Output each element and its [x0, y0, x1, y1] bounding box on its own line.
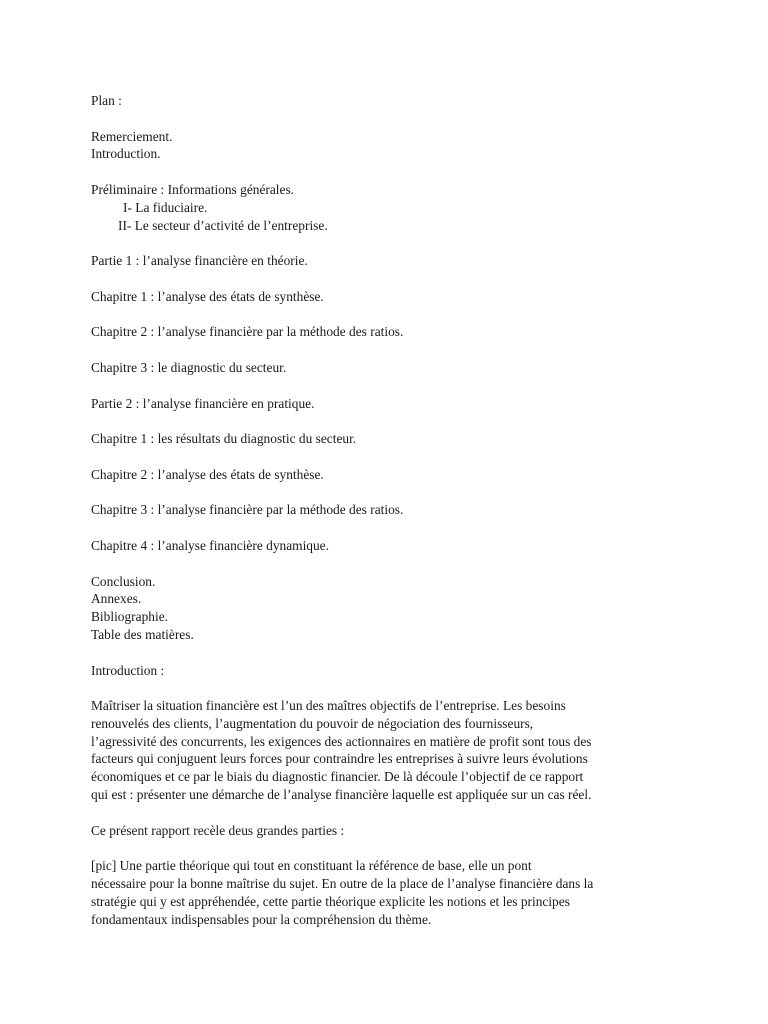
plan-item-annexes: Annexes.: [91, 591, 142, 607]
spacer: [91, 270, 691, 288]
plan-item-bibliographie: Bibliographie.: [91, 609, 168, 625]
spacer: [91, 804, 691, 822]
plan-partie1-chapter: Chapitre 3 : le diagnostic du secteur.: [91, 359, 287, 375]
spacer: [91, 448, 691, 466]
plan-item-conclusion: Conclusion.: [91, 573, 156, 589]
plan-partie2-title: Partie 2 : l’analyse financière en pratique.: [91, 395, 315, 411]
plan-partie2-chapter: Chapitre 4 : l’analyse financière dynamique.: [91, 537, 329, 553]
plan-preliminaire-item: II- Le secteur d’activité de l’entreprise.: [118, 217, 328, 233]
paragraph-line: fondamentaux indispensables pour la compréhension du thème.: [91, 911, 432, 927]
paragraph-line: renouvelés des clients, l’augmentation du pouvoir de négociation des fournisseurs,: [91, 715, 534, 731]
plan-partie1-chapter: Chapitre 1 : l’analyse des états de synthèse.: [91, 288, 324, 304]
plan-item-introduction: Introduction.: [91, 146, 161, 162]
spacer: [91, 679, 691, 697]
spacer: [91, 234, 691, 252]
plan-heading: Plan :: [91, 93, 122, 108]
paragraph-line: [pic] Une partie théorique qui tout en constituant la référence de base, elle un pont: [91, 858, 532, 874]
plan-partie2-chapter: Chapitre 1 : les résultats du diagnostic du secteur.: [91, 431, 357, 447]
introduction-heading: Introduction :: [91, 662, 165, 678]
plan-item-table-des-matieres: Table des matières.: [91, 626, 194, 642]
paragraph-line: qui est : présenter une démarche de l’analyse financière laquelle est appliquée sur un cas réel.: [91, 787, 592, 803]
spacer: [91, 644, 691, 662]
paragraph-line: nécessaire pour la bonne maîtrise du sujet. En outre de la place de l’analyse financière dans la: [91, 876, 594, 892]
spacer: [91, 412, 691, 430]
plan-partie2-chapter: Chapitre 3 : l’analyse financière par la méthode des ratios.: [91, 502, 404, 518]
spacer: [91, 110, 691, 128]
spacer: [91, 341, 691, 359]
document-body: [91, 92, 691, 928]
paragraph-line: stratégie qui y est appréhendée, cette partie théorique explicite les notions et les principes: [91, 893, 570, 909]
spacer: [91, 519, 691, 537]
paragraph-line: l’agressivité des concurrents, les exigences des actionnaires en matière de profit sont tous des: [91, 733, 592, 749]
plan-partie1-chapter: Chapitre 2 : l’analyse financière par la méthode des ratios.: [91, 324, 404, 340]
paragraph-line: facteurs qui conjuguent leurs forces pour contraindre les entreprises à suivre leurs évolutions: [91, 751, 588, 767]
plan-preliminaire-title: Préliminaire : Informations générales.: [91, 181, 295, 197]
plan-partie1-title: Partie 1 : l’analyse financière en théorie.: [91, 253, 308, 269]
introduction-paragraph-2: Ce présent rapport recèle deus grandes parties :: [91, 822, 345, 838]
plan-item-remerciement: Remerciement.: [91, 128, 173, 144]
introduction-paragraph-3: [91, 857, 691, 928]
spacer: [91, 377, 691, 395]
spacer: [91, 555, 691, 573]
spacer: [91, 839, 691, 857]
spacer: [91, 484, 691, 502]
paragraph-line: économiques et ce par le biais du diagnostic financier. De là découle l’objectif de ce rapport: [91, 769, 584, 785]
spacer: [91, 306, 691, 324]
spacer: [91, 163, 691, 181]
introduction-paragraph-1: [91, 697, 691, 804]
plan-preliminaire-item: I- La fiduciaire.: [123, 199, 208, 215]
plan-partie2-chapter: Chapitre 2 : l’analyse des états de synthèse.: [91, 466, 324, 482]
paragraph-line: Maîtriser la situation financière est l’un des maîtres objectifs de l’entreprise. Les besoins: [91, 698, 566, 714]
